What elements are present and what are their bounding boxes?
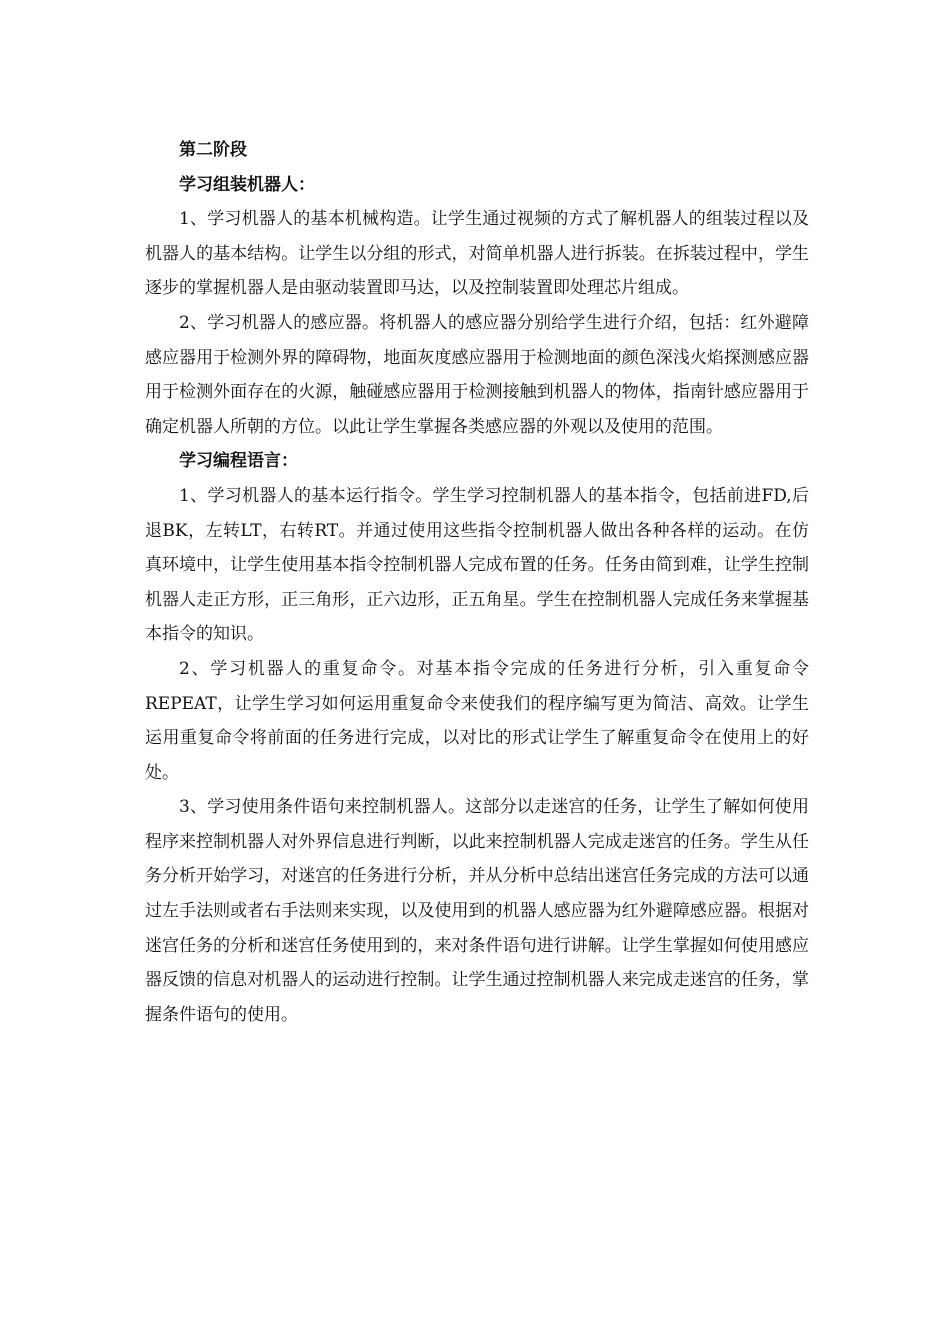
section-heading-programming: 学习编程语言： bbox=[179, 451, 298, 472]
paragraph-sensors: 2、学习机器人的感应器。将机器人的感应器分别给学生进行介绍，包括：红外避障感应器用于检测外界的障碍物，地面灰度感应器用于检测地面的颜色深浅火焰探测感应器用于检测外面存在的火源，触碰感应器用于检测接触到机器人的物体，指南针感应器用于确定机器人所朝的方位。以此让学生掌握各类感应器的外观以及使用的范围。 bbox=[145, 312, 809, 437]
paragraph-repeat-command: 2、学习机器人的重复命令。对基本指令完成的任务进行分析，引入重复命令REPEAT，让学生学习如何运用重复命令来使我们的程序编写更为简洁、高效。让学生运用重复命令将前面的任务进行完成，以对比的形式让学生了解重复命令在使用上的好处。 bbox=[145, 658, 809, 783]
paragraph-conditional-statements: 3、学习使用条件语句来控制机器人。这部分以走迷宫的任务，让学生了解如何使用程序来控制机器人对外界信息进行判断，以此来控制机器人完成走迷宫的任务。学生从任务分析开始学习，对迷宫的任务进行分析，并从分析中总结出迷宫任务完成的方法可以通过左手法则或者右手法则来实现，以及使用到的机器人感应器为红外避障感应器。根据对迷宫任务的分析和迷宫任务使用到的，来对条件语句进行讲解。让学生掌握如何使用感应器反馈的信息对机器人的运动进行控制。让学生通过控制机器人来完成走迷宫的任务，掌握条件语句的使用。 bbox=[145, 797, 809, 1025]
section-heading-assembly: 学习组装机器人： bbox=[179, 174, 315, 195]
document-body bbox=[145, 133, 809, 1032]
stage-title: 第二阶段 bbox=[179, 140, 247, 160]
paragraph-mechanical-structure: 1、学习机器人的基本机械构造。让学生通过视频的方式了解机器人的组装过程以及机器人的基本结构。让学生以分组的形式，对简单机器人进行拆装。在拆装过程中，学生逐步的掌握机器人是由驱动装置即马达，以及控制装置即处理芯片组成。 bbox=[145, 209, 809, 299]
paragraph-basic-commands: 1、学习机器人的基本运行指令。学生学习控制机器人的基本指令，包括前进FD,后退BK，左转LT，右转RT。并通过使用这些指令控制机器人做出各种各样的运动。在仿真环境中，让学生使用基本指令控制机器人完成布置的任务。任务由简到难，让学生控制机器人走正方形，正三角形，正六边形，正五角星。学生在控制机器人完成任务来掌握基本指令的知识。 bbox=[145, 485, 809, 645]
